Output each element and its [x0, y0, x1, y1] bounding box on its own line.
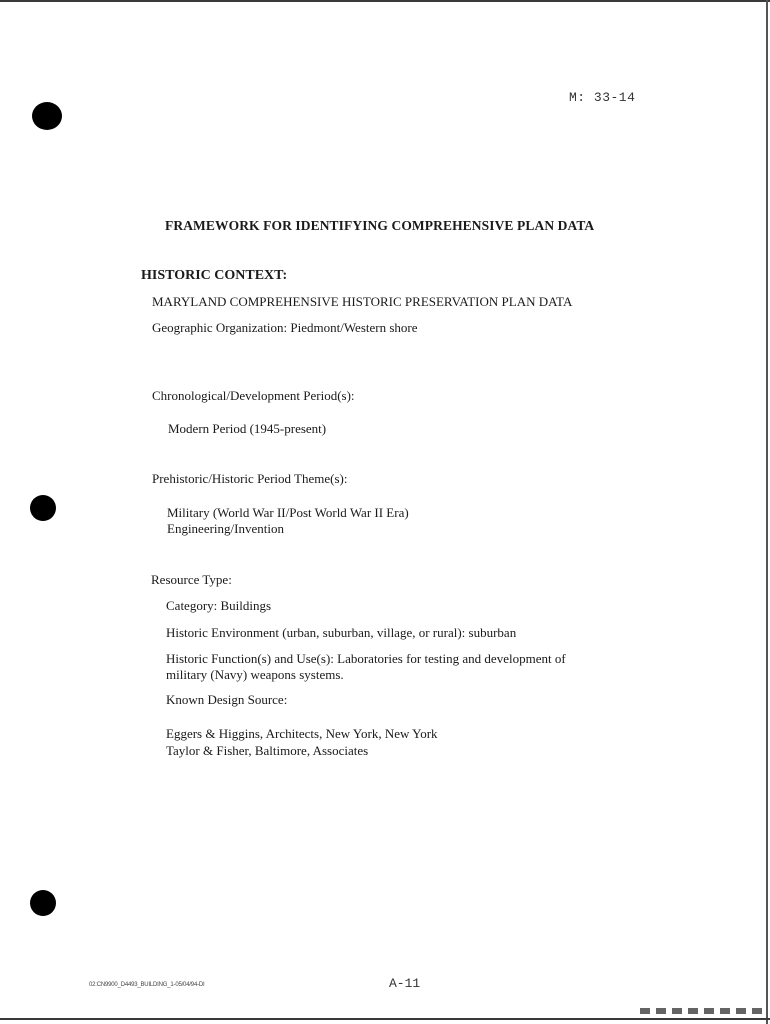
historic-function-line: military (Navy) weapons systems.	[166, 667, 344, 682]
footer-file-path: 02:CN9900_D4493_BUILDING_1-05/04/94-DI	[89, 982, 205, 988]
theme-label: Prehistoric/Historic Period Theme(s):	[152, 471, 348, 486]
page-edge-right	[766, 0, 768, 1024]
historic-context-heading: HISTORIC CONTEXT:	[141, 268, 288, 283]
category: Category: Buildings	[166, 598, 272, 613]
resource-type-label: Resource Type:	[151, 572, 232, 587]
punch-hole-icon	[30, 495, 56, 521]
document-title: FRAMEWORK FOR IDENTIFYING COMPREHENSIVE PLAN DATA	[165, 218, 595, 233]
scan-artifact	[640, 1008, 765, 1014]
historic-environment: Historic Environment (urban, suburban, village, or rural): suburban	[166, 625, 517, 640]
design-source-label: Known Design Source:	[166, 692, 288, 707]
page-number: A-11	[389, 976, 421, 991]
geographic-organization: Geographic Organization: Piedmont/Western shore	[152, 320, 418, 335]
punch-hole-icon	[30, 890, 56, 916]
historic-function-line: Historic Function(s) and Use(s): Laboratories for testing and development of	[166, 651, 566, 666]
theme-item: Military (World War II/Post World War II Era)	[167, 505, 409, 520]
chronological-label: Chronological/Development Period(s):	[152, 388, 355, 403]
design-source-item: Eggers & Higgins, Architects, New York, New York	[166, 726, 438, 741]
page-edge-bottom	[0, 1018, 770, 1020]
plan-name: MARYLAND COMPREHENSIVE HISTORIC PRESERVATION PLAN DATA	[152, 294, 573, 309]
file-code: M: 33-14	[569, 90, 636, 105]
page-edge-top	[0, 0, 770, 2]
punch-hole-icon	[32, 102, 62, 130]
chronological-value: Modern Period (1945-present)	[168, 421, 327, 436]
theme-item: Engineering/Invention	[167, 521, 284, 536]
design-source-item: Taylor & Fisher, Baltimore, Associates	[166, 743, 369, 758]
